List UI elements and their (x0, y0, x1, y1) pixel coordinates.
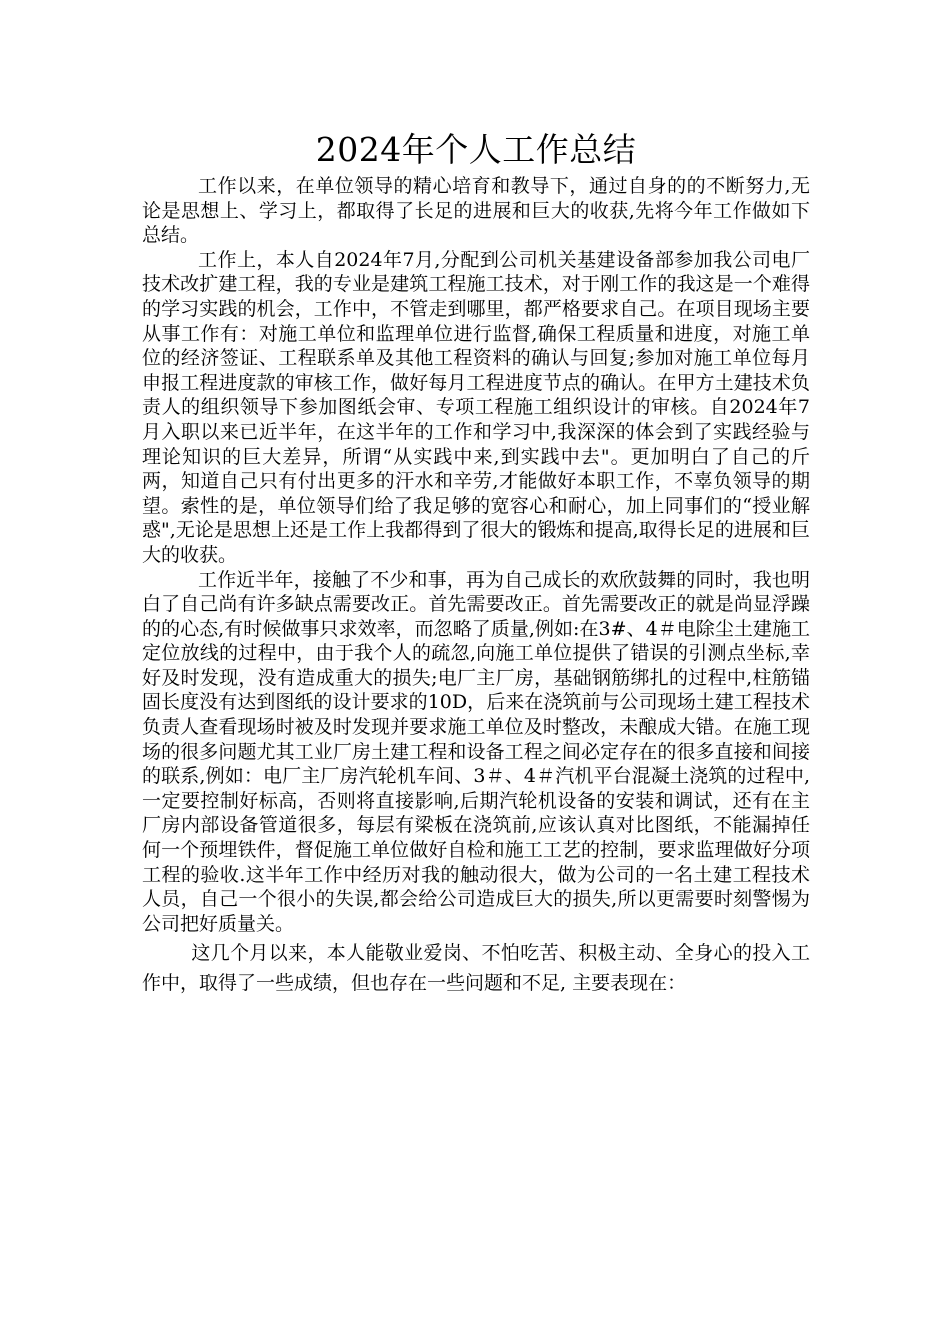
paragraph-summary: 这几个月以来，本人能敬业爱岗、不怕吃苦、积极主动、全身心的投入工作中，取得了一些成绩，但也存在一些问题和不足, 主要表现在： (142, 942, 810, 995)
paragraph-work: 工作上，本人自2024年7月,分配到公司机关基建设备部参加我公司电厂技术改扩建工程，我的专业是建筑工程施工技术，对于刚工作的我这是一个难得的学习实践的机会，工作中，不管走到哪里，都严格要求自己。在项目现场主要从事工作有：对施工单位和监理单位进行监督,确保工程质量和进度，对施工单位的经济签证、工程联系单及其他工程资料的确认与回复;参加对施工单位每月申报工程进度款的审核工作，做好每月工程进度节点的确认。在甲方土建技术负责人的组织领导下参加图纸会审、专项工程施工组织设计的审核。自2024年7月入职以来已近半年，在这半年的工作和学习中,我深深的体会到了实践经验与理论知识的巨大差异，所谓“从实践中来,到实践中去"。更加明白了自己的斤两，知道自己只有付出更多的汗水和辛劳,才能做好本职工作，不辜负领导的期望。索性的是，单位领导们给了我足够的宽容心和耐心，加上同事们的“授业解惑",无论是思想上还是工作上我都得到了很大的锻炼和提高,取得长足的进展和巨大的收获。 (142, 248, 810, 566)
paragraph-intro: 工作以来，在单位领导的精心培育和教导下，通过自身的的不断努力,无论是思想上、学习上，都取得了长足的进展和巨大的收获,先将今年工作做如下总结。 (142, 175, 810, 247)
paragraph-shortcomings: 工作近半年，接触了不少和事，再为自己成长的欢欣鼓舞的同时，我也明白了自己尚有许多缺点需要改正。首先需要改正。首先需要改正的就是尚显浮躁的的心态,有时候做事只求效率，而忽略了质量,例如:在3#、4＃电除尘土建施工定位放线的过程中，由于我个人的疏忽,向施工单位提供了错误的引测点坐标,幸好及时发现，没有造成重大的损失;电厂主厂房，基础钢筋绑扎的过程中,柱筋锚固长度没有达到图纸的设计要求的10D，后来在浇筑前与公司现场土建工程技术负责人查看现场时被及时发现并要求施工单位及时整改，未酿成大错。在施工现场的很多问题尤其工业厂房土建工程和设备工程之间必定存在的很多直接和间接的联系,例如：电厂主厂房汽轮机车间、3＃、4＃汽机平台混凝土浇筑的过程中,一定要控制好标高，否则将直接影响,后期汽轮机设备的安装和调试，还有在主厂房内部设备管道很多，每层有梁板在浇筑前,应该认真对比图纸，不能漏掉任何一个预埋铁件，督促施工单位做好自检和施工工艺的控制，要求监理做好分项工程的验收.这半年工作中经历对我的触动很大，做为公司的一名土建工程技术人员，自己一个很小的失误,都会给公司造成巨大的损失,所以更需要时刻警惕为公司把好质量关。 (142, 568, 810, 935)
document-title: 2024年个人工作总结 (315, 130, 637, 169)
document-page (142, 128, 810, 998)
